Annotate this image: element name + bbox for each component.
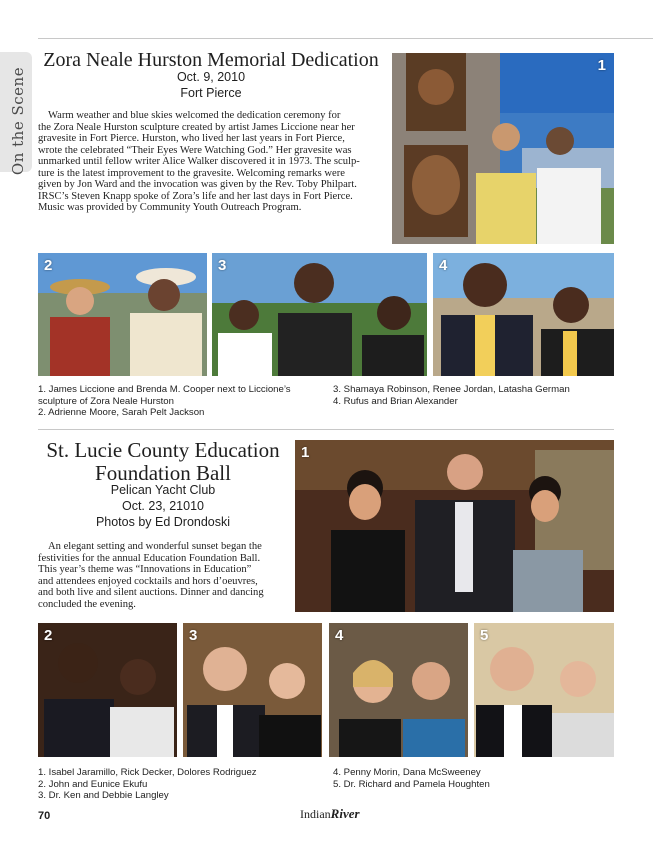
photo-number: 1: [301, 444, 310, 461]
story1-captions-right: [333, 384, 618, 407]
story2-body-line: festivities for the annual Education Foundation Ball.: [38, 552, 261, 564]
story2-venue: Pelican Yacht Club: [110, 483, 216, 497]
story1-body-line: Music was provided by Community Youth Outreach Program.: [38, 202, 302, 213]
photo-number: 1: [597, 57, 606, 74]
story2-photo-5: [474, 623, 614, 757]
story1-title: Zora Neale Hurston Memorial Dedication: [43, 49, 379, 71]
photo-caption: sculpture of Zora Neale Hurston: [38, 395, 174, 407]
photo-caption: 2. John and Eunice Ekufu: [38, 778, 148, 790]
story1-body-line: IRSC’s Steven Knapp spoke of Zora’s life and her last days in Fort Pierce.: [38, 190, 353, 202]
photo-number: 2: [44, 627, 53, 644]
photo-caption: 4. Penny Morin, Dana McSweeney: [333, 767, 481, 778]
story2-body-line: An elegant setting and wonderful sunset began the: [48, 541, 262, 552]
story1-body-line: ture is the latest improvement to the gravesite. Welcoming remarks were: [38, 167, 345, 179]
section-tab-label: On the Scene: [9, 66, 27, 176]
photo-number: 4: [335, 627, 344, 644]
story1-body-line: gravesite in Fort Pierce. Hurston, who lived her last years in Fort Pierce,: [38, 133, 345, 144]
story2-body-line: concluded the evening.: [38, 598, 136, 610]
story2-body-line: and both live and silent auctions. Dinner and dancing: [38, 587, 264, 598]
story1-body-line: unmarked until fellow writer Alice Walker discovered it in 1973. The sculp-: [38, 156, 360, 167]
magazine-logo: [300, 806, 360, 822]
story1-location: Fort Pierce: [180, 86, 242, 100]
photo-caption: 3. Shamaya Robinson, Renee Jordan, Latasha German: [333, 384, 570, 395]
story1-photo-1: [392, 53, 614, 244]
photo-caption: 1. James Liccione and Brenda M. Cooper next to Liccione’s: [38, 384, 291, 395]
story2-photo-1: [295, 440, 614, 612]
photo-number: 4: [439, 257, 448, 274]
story1-body-line: Warm weather and blue skies welcomed the dedication ceremony for: [48, 110, 341, 121]
story2-photo-2: [38, 623, 177, 757]
story2-captions-left: [38, 767, 328, 802]
magazine-logo-part2: River: [330, 806, 360, 821]
story2-photo-credit: Photos by Ed Drondoski: [95, 515, 231, 529]
story2-title-line: St. Lucie County Education: [46, 438, 280, 462]
section-divider: [38, 429, 614, 430]
story2-body-line: This year’s theme was “Innovations in Education”: [38, 564, 252, 575]
story2-photo-4: [329, 623, 468, 757]
photo-caption: 4. Rufus and Brian Alexander: [333, 395, 458, 407]
top-rule: [38, 38, 653, 39]
story2-date: Oct. 23, 21010: [121, 499, 204, 513]
story1-photo-2: [38, 253, 207, 376]
page-number: 70: [38, 810, 51, 822]
story1-photo-3: [212, 253, 427, 376]
photo-number: 3: [218, 257, 227, 274]
story1-body-line: the Zora Neale Hurston sculpture created by artist James Liccione near her: [38, 121, 355, 133]
story2-title-line: Foundation Ball: [95, 461, 231, 485]
story1-body: [38, 110, 388, 214]
photo-caption: 1. Isabel Jaramillo, Rick Decker, Dolores Rodriguez: [38, 767, 257, 778]
section-tab: [0, 52, 32, 176]
story1-body-line: wrote the celebrated “Their Eyes Were Watching God.” Her gravesite was: [38, 144, 352, 156]
story1-photo-4: [433, 253, 614, 376]
story2-photo-3: [183, 623, 322, 757]
photo-caption: 5. Dr. Richard and Pamela Houghten: [333, 778, 490, 790]
photo-caption: 2. Adrienne Moore, Sarah Pelt Jackson: [38, 407, 205, 418]
photo-number: 3: [189, 627, 198, 644]
story1-date: Oct. 9, 2010: [176, 70, 246, 84]
story2-captions-right: [333, 767, 618, 790]
photo-caption: 3. Dr. Ken and Debbie Langley: [38, 790, 169, 801]
story1-body-line: given by Jon Ward and the invocation was given by the Rev. Toby Philpart.: [38, 179, 357, 190]
story2-body-line: and attendees enjoyed cocktails and hors d’oeuvres,: [38, 575, 258, 587]
magazine-logo-part1: Indian: [300, 807, 331, 821]
story2-body: [38, 541, 292, 610]
story1-captions-left: [38, 384, 328, 419]
photo-number: 5: [480, 627, 489, 644]
photo-number: 2: [44, 257, 53, 274]
story2-title: [38, 439, 288, 485]
